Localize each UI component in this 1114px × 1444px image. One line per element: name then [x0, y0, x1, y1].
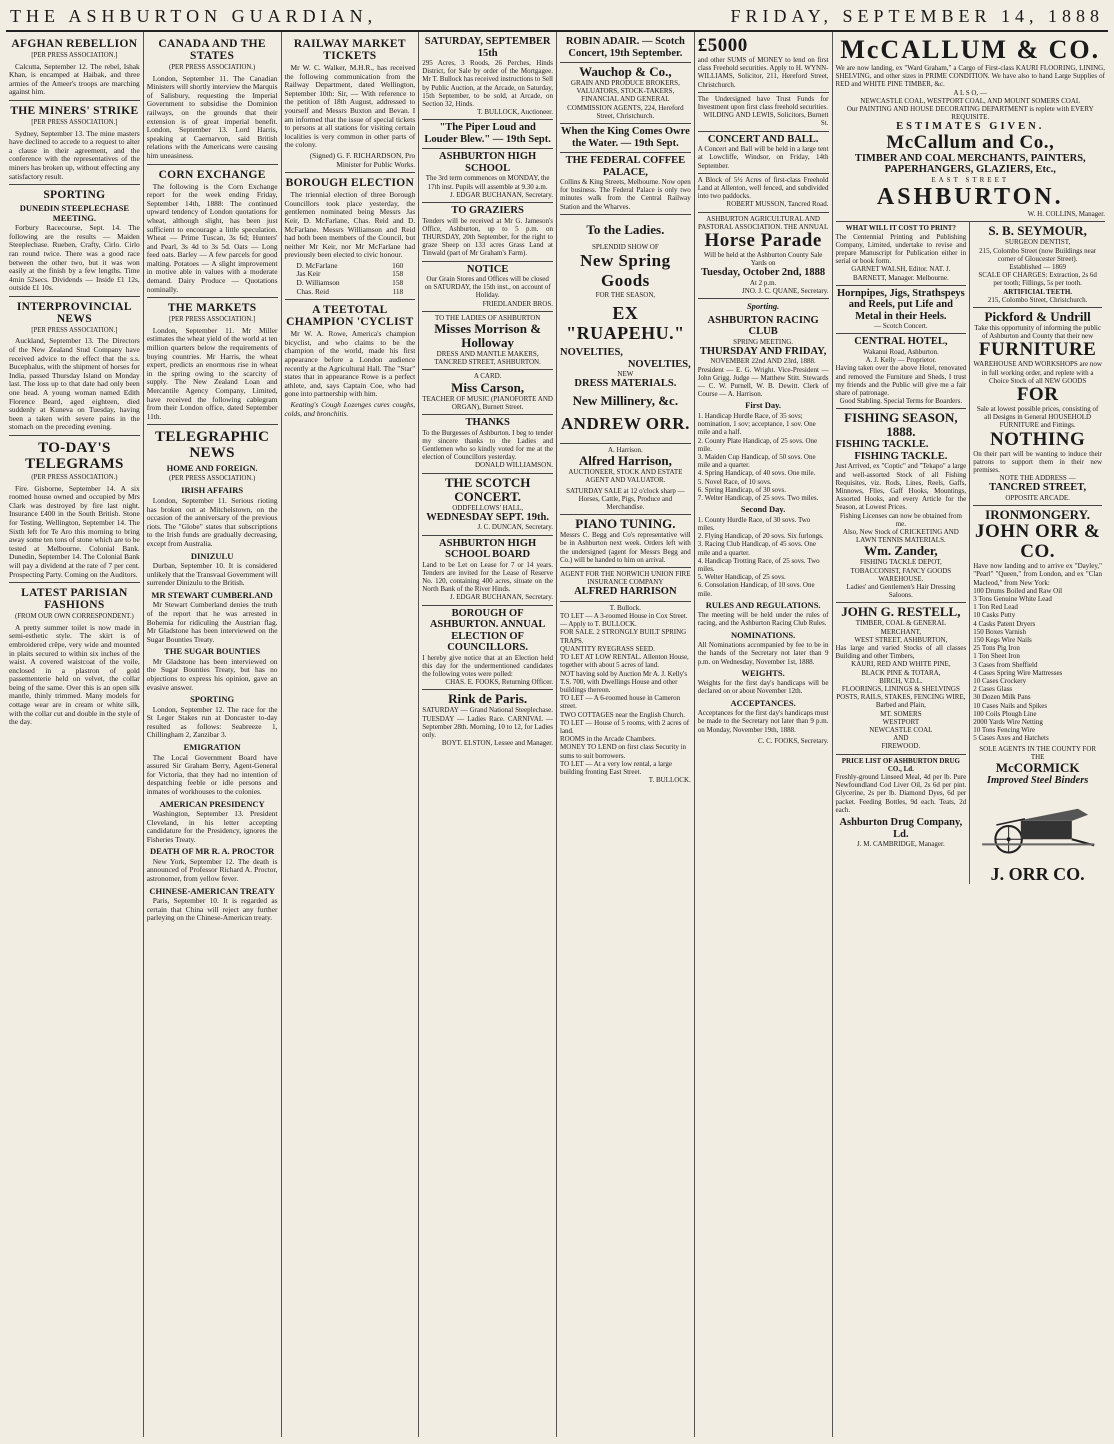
advert-concert-ball: CONCERT AND BALL. A Concert and Ball will be held in a large tent at Lowcliffe, Windsor, on Friday, 14th September.	[698, 132, 829, 174]
article-title: LATEST PARISIAN FASHIONS	[21, 587, 128, 612]
list-item: 100 Drums Boiled and Raw Oil	[973, 586, 1063, 595]
binder-machine-illustration	[976, 790, 1098, 860]
advert-auction: SATURDAY, SEPTEMBER 15th 295 Acres, 3 Roods, 26 Perches, Hinds District, for Sale by order of the Mortgagee. Mr T. Bullock has received instructions to Sell by Public Auction, at the Arcade, on Saturday, 15th September, to be sold, at Arcade, on Section 32, Hinds. T. BULLOCK, Auctioneer.	[422, 34, 553, 120]
article-title: A TEETOTAL CHAMPION 'CYCLIST	[286, 304, 414, 329]
result-row: D. Williamson 158	[296, 278, 404, 288]
advert-dressmakers: TO THE LADIES OF ASHBURTON Misses Morrison & Holloway DRESS AND MANTLE MAKERS, TANCRED STREET, ASHBURTON.	[422, 312, 553, 371]
advert-drug-company: PRICE LIST OF ASHBURTON DRUG CO., Ld. Freshly-ground Linseed Meal, 4d per lb. Pure Newfoundland Cod Liver Oil, 2s 6d per pint. Glycerine, 2s per lb. Diamond Dyes, 6d per packet. Feeding Bottles, 9d each. Teats, 2d each. Ashburton Drug Company, Ld. J. M. CAMBRIDGE, Manager.	[835, 756, 967, 849]
press-credit: [PER PRESS ASSOCIATION.]	[31, 52, 118, 59]
list-item: POSTS, RAILS, STAKES, FENCING WIRE, Barbed and Plain,	[836, 693, 966, 710]
list-item: MT. SOMERS	[880, 709, 922, 718]
article-body: Durban, September 10. It is considered unlikely that the Transvaal Government will surrender Dinizulu to the British.	[146, 561, 278, 588]
list-item: BLACK PINE & TOTARA,	[861, 668, 941, 677]
article-body: London, September 11. The Canadian Ministers will shortly interview the Marquis of Salisbury, requesting the Imperial Government to subsidise the Dominion railways, on the grounds that their extension is of great imperial benefit. London, September 13. Lord Harris, speaking at Caernarvon, said British relations with the Americans were causing him uneasiness.	[146, 73, 278, 160]
article-title: SPORTING	[43, 189, 106, 202]
list-item: 4. Handicap Trotting Race, of 25 sovs. Two miles.	[697, 556, 820, 573]
advert-horse-parade: ASHBURTON AGRICULTURAL AND PASTORAL ASSOCIATION. THE ANNUAL Horse Parade Will be held at the Ashburton County Sale Yards on Tuesday, October 2nd, 1888 At 2 p.m. JNO. J. C. QUANE, Secretary.	[698, 213, 829, 300]
list-item: AND	[893, 734, 909, 743]
advert-dentist: S. B. SEYMOUR, SURGEON DENTIST, 215, Colombo Street (now Buildings near corner of Gloucester Street). Established — 1869 SCALE OF CHARGES: Extraction, 2s 6d per tooth; Fillings, 5s per tooth. ARTIFICIAL TEETH. 215, Colombo Street, Christchurch.	[973, 222, 1102, 308]
advert-borough-election: BOROUGH OF ASHBURTON. ANNUAL ELECTION OF COUNCILLORS. I hereby give notice that at an Election held this day for the undermentioned candidates the following votes were polled: CHAS. E. FOOKS, Returning Officer.	[422, 606, 553, 691]
advert-restell: JOHN G. RESTELL, TIMBER, COAL & GENERAL MERCHANT, WEST STREET, ASHBURTON, Has large and varied Stocks of all classes Building and other Timbers, KAURI, RED AND WHITE PINE, BLACK PINE & TOTARA, BIRCH, V.D.L. FLOORINGS, LININGS & SHELVINGS POSTS, RAILS, STAKES, FENCING WIRE, Barbed and Plain, MT. SOMERS WESTPORT NEWCASTLE COAL AND FIREWOOD.	[836, 603, 967, 754]
column-1	[6, 32, 144, 1437]
advert-trust-funds: The Undersigned have Trust Funds for Investment upon first class freehold securities. WILDING AND LEWIS, Solicitors, Burnett St.	[698, 93, 829, 132]
article-title: AFGHAN REBELLION	[11, 38, 138, 50]
list-item: TWO COTTAGES near the English Church.	[560, 710, 686, 719]
column-5	[557, 32, 695, 1437]
list-item: 5. Welter Handicap, of 25 sovs.	[697, 573, 786, 582]
article-body: A pretty summer toilet is now made in semi-esthetic style. The skirt is of embroidered crêpe, very wide and mounted in plaits secured to within six inches of the waist. A covered waistcoat of the voile, enclosed in a plastron of gold passementerie held on velvet, the collar being of the same. Over this is an open silk mantle, thinly trimmed. Many models for cottage wear are in cream or white silk, with the collar cut and double in the style of the day.	[9, 622, 140, 727]
article-body: The following is the Corn Exchange report for the week ending Friday, September 14th, 1888: The continued upward tendency of London quotations for wheat, although slight, has been just sufficient to encourage a little speculation. Wheat — Prime Tuscan, 3s 6d; Hunters' and Pearl, 3s 4d to 3s 5d. Oats — Long feed oats. Barley — A few parcels for good malting. Potatoes — A slight improvement in motive able in values with a moderate demand. Dairy Produce — Quotations nominally.	[146, 181, 278, 294]
article-title: THE MARKETS	[167, 302, 257, 315]
article-body: London, September 11. Mr Miller estimates the wheat yield of the world at ten million quarters below the requirements of buying countries. Mr Harris, the wheat expert, predicts an enormous rise in wheat in the spring owing to the scarcity of supply. The New Zealand Loan and Mercantile Agency Company, Limited, have received the following cablegram from their London office, dated September 11th.	[146, 325, 278, 421]
article-title: INTERPROVINCIAL NEWS	[16, 300, 132, 325]
list-item: BIRCH, V.D.L.	[879, 676, 923, 685]
article-body: Fire. Gisborne, September 14. A six roomed house owned and occupied by Mrs Clark was destroyed by fire last night. Insurance £400 in the South British. Stone for Testing. Wellington, September 14. The Sixth left for Te Aro this morning to bring away some ten tons of stone which are to be tested at Melbourne. Colonial Bank. Dunedin, September 14. The Colonial Bank will pay a dividend at the rate of 7 per cent. Prospecting Party. Coming on the Auditors.	[9, 483, 140, 579]
article-body: Washington, September 13. President Cleveland, in his letter accepting candidature for the Presidency, ignores the Fisheries Treaty.	[146, 809, 278, 844]
article-title: THE MINERS' STRIKE	[10, 104, 139, 117]
list-item: 6. Spring Handicap, of 30 sovs.	[697, 485, 787, 494]
list-item: 2000 Yards Wire Netting	[973, 717, 1043, 726]
result-row: Jas Keir 158	[296, 269, 404, 279]
advert-insurance-agent: AGENT FOR THE NORWICH UNION FIRE INSURANCE COMPANY ALFRED HARRISON	[560, 568, 691, 602]
column-4	[419, 32, 557, 1437]
column-2	[144, 32, 282, 1437]
article-title: MR STEWART CUMBERLAND	[151, 589, 273, 600]
article-title: DINIZULU	[190, 550, 234, 561]
section-heading: Sporting.	[746, 301, 780, 312]
article-title: CHINESE-AMERICAN TREATY	[149, 885, 275, 896]
wide-right	[970, 222, 1105, 884]
list-item: KAURI, RED AND WHITE PINE,	[851, 660, 951, 669]
article-subtitle: DUNEDIN STEEPLECHASE MEETING.	[19, 203, 130, 223]
list-item: MONEY TO LEND on first class Security in sums to suit borrowers.	[560, 743, 687, 760]
article-title: TELEGRAPHIC NEWS	[155, 429, 270, 462]
press-credit: (PER PRESS ASSOCIATION.)	[168, 474, 256, 482]
article-body: Mr Stewart Cumberland denies the truth of the report that he was arrested in Bohemia for ridiculing the Austrian flag. Mr Gladstone has been interviewed on the Sugar Bounties Treaty.	[146, 600, 278, 644]
advert-thanks: THANKS To the Burgesses of Ashburton. I beg to tender my sincere thanks to the Ladies and Gentlemen who so kindly voted for me at the election of Councillors yesterday. DONALD WILLIAMSON.	[422, 415, 553, 474]
advert-land-lease: ASHBURTON HIGH SCHOOL BOARD Land to be Let on Lease for 7 or 14 years. Tenders are invited for the Lease of Reserve No. 120, containing 400 acres, situate on the North Bank of the River Hinds. J. EDGAR BUCHANAN, Secretary.	[422, 536, 553, 606]
article-body: Mr W. C. Walker, M.H.R., has received the following communication from the Railway Department, dated Wellington, September 10th: Sir, — With reference to the petition of 18th August, addressed to yourself and Messrs Buxton and Bevan. I am informed that the issue of special tickets to persons at all stations for visiting certain localities is very common in other parts of the colony.	[284, 63, 416, 150]
column-3	[282, 32, 420, 1437]
advert-ironmongery: IRONMONGERY. JOHN ORR & CO. Have now landing and to arrive ex "Dayley," "Pearl" "Queen," from London, and ex "Clan Macleod," from New York: 100 Drums Boiled and Raw Oil 3 Tons Genuine White Lead 1 Ton Red Lead 10 Casks Putty 4 Casks Patent Dryers 150 Boxes Varnish 150 Kegs Wire Nails 25 Tons Pig Iron 1 Ton Sheet Iron 3 Cases from Sheffield 4 Cases Spring Wire Mattresses 10 Cases Crockery 2 Cases Glass 30 Dozen Milk Pans 10 Cases Nails and Spikes 100 Coils Plough Line 2000 Yards Wire Netting 10 Tons Fencing Wire 5 Cases Axes and Hatchets SOLE AGENTS IN THE COUNTY FOR THE McCORMICK Improved Steel Binders J. ORR CO.	[973, 507, 1102, 885]
article-body: New York, September 12. The death is announced of Professor Richard A. Proctor, astronomer, from yellow fever.	[146, 856, 278, 884]
article-title: CANADA AND THE STATES	[158, 38, 266, 62]
advert-rink: Rink de Paris. SATURDAY — Grand National Steeplechase. TUESDAY — Ladies Race. CARNIVAL — September 28th. Morning, 10 to 12, for Ladies only. BOYT. ELSTON, Lessee and Manager.	[422, 691, 553, 748]
article-title: THE SUGAR BOUNTIES	[164, 646, 261, 657]
article-body: Keating's Cough Lozenges cures coughs, colds, and bronchitis.	[284, 400, 416, 418]
advert-piper: "The Piper Loud and Louder Blew." — 19th Sept.	[422, 120, 553, 149]
list-item: 1 Ton Sheet Iron	[973, 652, 1020, 661]
bullock-list	[560, 612, 691, 776]
list-item: TO LET — House of 5 rooms, with 2 acres of land.	[560, 718, 690, 735]
advert-pickford-undrill: Pickford & Undrill Take this opportunity of informing the public of Ashburton and County that their new FURNITURE WAREHOUSE AND WORKSHOPS are now in full working order, and replete with a Choice Stock of all NEW GOODS FOR Sale at lowest possible prices, consisting of all Designs in General HOUSEHOLD FURNITURE and Fittings. NOTHING On their part will be wanting to induce their patrons to support them in their new premises. NOTE THE ADDRESS — TANCRED STREET, OPPOSITE ARCADE.	[973, 308, 1102, 506]
result-row: D. McFarlane 160	[296, 260, 404, 270]
advert-spring-goods: To the Ladies. SPLENDID SHOW OF New Spring Goods FOR THE SEASON, EX "RUAPEHU." NOVELTIES, NOVELTIES, NEW DRESS MATERIALS. New Millinery, &c. ANDREW ORR.	[560, 215, 691, 444]
list-item: 10 Casks Putty	[973, 611, 1016, 620]
list-item: 10 Tons Fencing Wire	[973, 726, 1036, 735]
article-body: Mr Gladstone has been interviewed on the Sugar Bounties Treaty, but has no objections to express his opinion, gave an evasive answer.	[146, 656, 278, 692]
press-credit: [PER PRESS ASSOCIATION.]	[31, 326, 118, 334]
list-item: TO LET — A 6-roomed house in Cameron street.	[560, 694, 681, 711]
list-item: QUANTITY RYEGRASS SEED.	[560, 644, 655, 653]
list-item: 1. Handicap Hurdle Race, of 35 sovs; nomination, 1 sov; acceptance, 1 sov. One mile and a half.	[697, 411, 816, 437]
list-item: NEWCASTLE COAL	[869, 726, 933, 735]
list-item: NOT having sold by Auction Mr A. J. Kelly's T.S. 700, with Dwellings House and other buildings thereon.	[560, 669, 688, 694]
list-item: 150 Kegs Wire Nails	[973, 635, 1032, 644]
list-item: ROOMS in the Arcade Chambers.	[560, 735, 656, 744]
column-6	[695, 32, 833, 1437]
result-row: Chas. Reid 118	[296, 286, 404, 296]
article-body: The triennial election of three Borough Councillors took place yesterday, the gentlemen nominated being Messrs Jas Keir, D. McFarlane, Chas. Reid and D. McFarlane. Messrs Williamson and Reid had both been members of the Council, but neither Mr Keir, nor Mr McFarlane had previously been elected to civic honour.	[284, 190, 416, 260]
advert-notice: NOTICE Our Grain Stores and Offices will be closed on SATURDAY, the 15th inst., on account of Holiday. FRIEDLANDER BROS.	[422, 262, 553, 312]
press-credit: (PER PRESS ASSOCIATION.)	[31, 474, 118, 481]
list-item: 150 Boxes Varnish	[973, 627, 1027, 636]
list-item: 1 Ton Red Lead	[973, 603, 1018, 612]
article-body: Calcutta, September 12. The rebel, Ishak Khan, is encamped at Haibak, and three armies of the Ameer's troops are marching against him.	[9, 61, 140, 97]
advert-piano-tuning: PIANO TUNING. Messrs C. Begg and Co's representative will be in Ashburton next week. Orders left with the undersigned (agent for Messrs Begg and Co.) will be handed to him on arrival.	[560, 515, 691, 568]
article-title: AMERICAN PRESIDENCY	[159, 798, 265, 809]
article-title: RAILWAY MARKET TICKETS	[293, 38, 406, 62]
advert-printing: WHAT WILL IT COST TO PRINT? The Centennial Printing and Publishing Company, Limited, undertake to revise and prepare Manuscript for Publication either in serial or book form. GARNET WALSH, Editor. NAT. J. BARNETT, Manager. Melbourne.	[836, 222, 967, 285]
wide-left	[836, 222, 971, 884]
list-item: TO LET AT LOW RENTAL. Allenton House, together with about 5 acres of land.	[560, 653, 689, 670]
advert-robin-adair: ROBIN ADAIR. — Scotch Concert, 19th September.	[560, 34, 691, 63]
article-subtitle: HOME AND FOREIGN.	[166, 463, 258, 474]
column-7-8	[833, 32, 1109, 1437]
article-title: IRISH AFFAIRS	[181, 485, 244, 496]
article-body: Sydney, September 13. The mine masters have declined to accede to a request to alter a clause in their agreement, and the conference with the representatives of the miners has broken up, without effecting any satisfactory result.	[9, 128, 140, 181]
article-body: London, September 12. The race for the St Leger Stakes run at Doncaster to-day resulted as follows: Seabreeze 1, Chillingham 2, Zanzibar 3.	[146, 704, 278, 740]
advert-king: When the King Comes Owre the Water. — 19th Sept.	[560, 124, 691, 153]
press-credit: (FROM OUR OWN CORRESPONDENT.)	[14, 613, 134, 621]
list-item: 7. Welter Handicap, of 25 sovs. Two miles.	[697, 494, 819, 503]
list-item: FLOORINGS, LININGS & SHELVINGS	[841, 685, 960, 694]
list-item: TO LET — At a very low rental, a large building fronting East Street.	[560, 759, 672, 776]
list-item: WESTPORT	[882, 717, 920, 726]
article-body: Paris, September 10. It is regarded as certain that China will reject any further parleying on the Chinese-American treaty.	[146, 896, 278, 923]
advert-harrison: A. Harrison. Alfred Harrison, AUCTIONEER, STOCK AND ESTATE AGENT AND VALUATOR. SATURDAY SALE at 12 o'clock sharp — Horses, Cattle, Pigs, Produce and Merchandise.	[560, 444, 691, 515]
advert-wauchop: Wauchop & Co., GRAIN AND PRODUCE BROKERS, VALUATORS, STOCK-TAKERS, FINANCIAL AND GENERAL COMMISSION AGENTS, 224, Hereford Street, Christchurch.	[560, 63, 691, 124]
article-title: BOROUGH ELECTION	[285, 177, 415, 190]
list-item: 30 Dozen Milk Pans	[973, 693, 1031, 702]
list-item: 5 Cases Axes and Hatchets	[973, 734, 1049, 743]
advert-racing-club: ASHBURTON RACING CLUB SPRING MEETING. THURSDAY AND FRIDAY, NOVEMBER 22nd AND 23rd, 1888. President — E. G. Wright. Vice-President — John Grigg. Judge — Matthew Stitt. Stewards — C. W. Purnell, W. B. Dewitt. Clerk of Course — A. Harrison. First Day. 1. Handicap Hurdle Race, of 35 sovs; nomination, 1 sov; acceptance, 1 sov. One mile and a half. 2. County Plate Handicap, of 25 sovs. One mile. 3. Maiden Cup Handicap, of 50 sovs. One mile and a quarter. 4. Spring Handicap, of 40 sovs. One mile. 5. Novel Race, of 10 sovs. 6. Spring Handicap, of 30 sovs. 7. Welter Handicap, of 25 sovs. Two miles. Second Day. 1. County Hurdle Race, of 30 sovs. Two miles. 2. Flying Handicap, of 20 sovs. Six furlongs. 3. Racing Club Handicap, of 45 sovs. One mile and a quarter. 4. Handicap Trotting Race, of 25 sovs. Two miles. 5. Welter Handicap, of 25 sovs. 6. Consolation Handicap, of 10 sovs. One mile. RULES AND REGULATIONS. The meeting will be held under the rules of racing, and the Ashburton Racing Club Rules. NOMINATIONS. All Nominations accompanied by fee to be in the hands of the Secretary not later than 9 p.m. on Wednesday, November 1st, 1888. WEIGHTS. Weights for the first day's handicaps will be declared on or about November 12th. ACCEPTANCES. Acceptances for the first day's handicaps must be made to the Secretary not later than 9 p.m. on Monday, November 19th, 1888. C. C. FOOKS, Secretary.	[697, 314, 829, 745]
list-item: 1. County Hurdle Race, of 30 sovs. Two miles.	[697, 515, 811, 532]
list-item: 10 Cases Crockery	[973, 676, 1027, 685]
article-body: The Local Government Board have assured Sir Graham Berry, Agent-General for Victoria, that they had no intention of despatching feeble or idle persons and inmates of workhouses to the colonies.	[146, 752, 278, 796]
article-title: CORN EXCHANGE	[158, 168, 266, 181]
list-item: 4 Casks Patent Dryers	[973, 619, 1036, 628]
press-credit: (PER PRESS ASSOCIATION.)	[168, 64, 256, 71]
list-item: 10 Cases Nails and Spikes	[973, 701, 1048, 710]
list-item: 3. Racing Club Handicap, of 45 sovs. One mile and a quarter.	[697, 540, 816, 557]
masthead-title: THE ASHBURTON GUARDIAN,	[10, 6, 378, 26]
advert-land-block: A Block of 5½ Acres of first-class Freehold Land at Allenton, well fenced, and subdivided into two paddocks. ROBERT MUSSON, Tancred Road.	[698, 174, 829, 213]
list-item: FOR SALE. 2 STRONGLY BUILT SPRING TRAPS.	[560, 628, 687, 645]
wide-split	[836, 222, 1106, 884]
advert-coffee-palace: THE FEDERAL COFFEE PALACE, Collins & King Streets, Melbourne. Now open for business. The Federal Palace is only two minutes walk from the Central Railway Station and the Wharves.	[560, 153, 691, 215]
advert-high-school: ASHBURTON HIGH SCHOOL The 3rd term commences on MONDAY, the 17th inst. Pupils will assemble at 9.30 a.m. J. EDGAR BUCHANAN, Secretary.	[422, 149, 553, 203]
masthead-date: FRIDAY, SEPTEMBER 14, 1888	[730, 6, 1104, 26]
advert-music-teacher: A CARD. Miss Carson, TEACHER OF MUSIC (PIANOFORTE AND ORGAN), Burnett Street.	[422, 370, 553, 415]
advert-mccallum: McCALLUM & CO. We are now landing, ex "Ward Graham," a Cargo of First-class KAURI FLOORING, LINING, SHELVING, and other sizes in PRIME CONDITION. We have also to hand Large Supplies of RED and WHITE PINE TIMBER, &c. A L S O, — NEWCASTLE COAL, WESTPORT COAL, AND MOUNT SOMERS COAL Our PAINTING AND HOUSE DECORATING DEPARTMENT is replete with EVERY REQUISITE. ESTIMATES GIVEN. McCallum and Co., TIMBER AND COAL MERCHANTS, PAINTERS, PAPERHANGERS, GLAZIERS, Etc., EAST STREET ASHBURTON. W. H. COLLINS, Manager.	[836, 34, 1106, 222]
list-item: 100 Coils Plough Line	[973, 709, 1037, 718]
list-item: 2 Cases Glass	[973, 685, 1013, 694]
advert-hornpipes: Hornpipes, Jigs, Strathspeys and Reels, put Life and Metal in their Heels. — Scotch Concert.	[836, 286, 967, 335]
advert-central-hotel: CENTRAL HOTEL, Wakanui Road, Ashburton. A. J. Kelly — Proprietor. Having taken over the above Hotel, renovated and removed the Furniture and Sheds, I trust my friends and the Public will give me a fair share of patronage. Good Stabling. Special Terms for Boarders.	[836, 334, 967, 409]
advert-bullock: T. Bullock. TO LET — A 3-roomed House in Cox Street. — Apply to T. BULLOCK. FOR SALE. 2 STRONGLY BUILT SPRING TRAPS. QUANTITY RYEGRASS SEED. TO LET AT LOW RENTAL. Allenton House, together with about 5 acres of land. NOT having sold by Auction Mr A. J. Kelly's T.S. 700, with Dwellings House and other buildings thereon. TO LET — A 6-roomed house in Cameron street. TWO COTTAGES near the English Church. TO LET — House of 5 rooms, with 2 acres of land. ROOMS in the Arcade Chambers. MONEY TO LEND on first class Security in sums to suit borrowers. TO LET — At a very low rental, a large building fronting East Street. T. BULLOCK.	[560, 603, 691, 785]
list-item: FIREWOOD.	[881, 742, 921, 751]
article-title: SPORTING	[190, 694, 235, 705]
article-body: London, September 11. Serious rioting has broken out at Mitchelstown, on the occasion of the anniversary of the previous riots. The "Globe" states that subscriptions to the Irish funds are gradually decreasing, except from Australia.	[146, 495, 278, 548]
article-body: Forbury Racecourse, Sept. 14. The following are the results — Maiden Steeplechase. Rueben, Crafty, Cirlo. Cirlo ran round twice. There was a good race between the other two, but it was won easily at the finish by a few lengths. Time 4min 52secs. Dividends — Inside £1 12s, outside £1 10s.	[9, 223, 140, 293]
list-item: 3 Cases from Sheffield	[973, 660, 1038, 669]
list-item: 2. Flying Handicap, of 20 sovs. Six furlongs.	[697, 532, 824, 541]
article-title: DEATH OF MR R. A. PROCTOR	[149, 846, 275, 857]
list-item: 2. County Plate Handicap, of 25 sovs. One mile.	[697, 436, 818, 453]
advert-money-to-lend: £5000 and other SUMS of MONEY to lend on first class Freehold securities. Apply to H. WYNN-WILLIAMS, Solicitor, 211, Hereford Street, Christchurch.	[698, 34, 829, 93]
press-credit: [PER PRESS ASSOCIATION.]	[168, 316, 256, 324]
list-item: 4. Spring Handicap, of 40 sovs. One mile.	[697, 469, 816, 478]
article-title: EMIGRATION	[183, 742, 241, 753]
advert-graziers: TO GRAZIERS Tenders will be received at Mr G. Jameson's Office, Ashburton, up to 5 p.m. on THURSDAY, 20th September, for the right to graze Sheep on 133 acres Grass Land at Tinwald (part of Mr Graham's Farm).	[422, 203, 553, 262]
list-item: 25 Tons Pig Iron	[973, 644, 1020, 653]
list-item: 6. Consolation Handicap, of 10 sovs. One mile.	[697, 581, 815, 598]
article-body: Auckland, September 13. The Directors of the New Zealand Stud Company have received advice to the effect that the s.s. Bucephalus, with the shipment of horses for India, passed Thursday Island on Monday last. The loss up to that date had only been one head. A young woman named Edith Florence Beard, aged eighteen, died suddenly at Kuneva on Tuesday, having been a taken with severe pains in the stomach on the preceding evening.	[9, 336, 140, 432]
article-signature: (Signed) G. F. RICHARDSON, Pro Minister for Public Works.	[309, 150, 416, 169]
list-item: 3. Maiden Cup Handicap, of 50 sovs. One mile and a quarter.	[697, 453, 816, 470]
columns	[6, 32, 1108, 1437]
list-item: 5. Novel Race, of 10 sovs.	[697, 477, 772, 486]
press-credit: [PER PRESS ASSOCIATION.]	[31, 118, 118, 126]
masthead	[6, 6, 1108, 32]
advert-fishing: FISHING SEASON, 1888. FISHING TACKLE. FISHING TACKLE. Just Arrived, ex "Coptic" and "Tekapo" a large and well-assorted Stock of all Fishing Requisites, viz. Rods, Lines, Reels, Gaffs, Minnows, Flies, Gaff Hooks, Mountings, Assorted Hooks, and every Article for the Season, at Lowest Prices. Fishing Licenses can now be obtained from me. Also, New Stock of CRICKETING AND LAWN TENNIS MATERIALS. Wm. Zander, FISHING TACKLE DEPOT, TOBACCONIST, FANCY GOODS WAREHOUSE. Ladies' and Gentlemen's Hair Dressing Saloons.	[836, 409, 967, 603]
list-item: 3 Tons Genuine White Lead	[973, 594, 1052, 603]
list-item: 4 Cases Spring Wire Mattresses	[973, 668, 1063, 677]
article-title: TO-DAY'S TELEGRAMS	[25, 440, 124, 472]
list-item: TO LET — A 3-roomed House in Cox Street. — Apply to T. BULLOCK.	[560, 612, 688, 629]
article-body: Mr W. A. Rowe, America's champion bicyclist, and who claims to be the champion of the world, made his first appearance before a London audience recently at the Agricultural Hall. The "Star" states that in appearance Rowe is a perfect athlete, and, says Captain Coe, who had gone into partnership with him.	[284, 329, 416, 399]
advert-scotch-concert: THE SCOTCH CONCERT. ODDFELLOWS' HALL, WEDNESDAY SEPT. 19th. J. C. DUNCAN, Secretary.	[422, 474, 553, 536]
election-results	[297, 262, 404, 296]
